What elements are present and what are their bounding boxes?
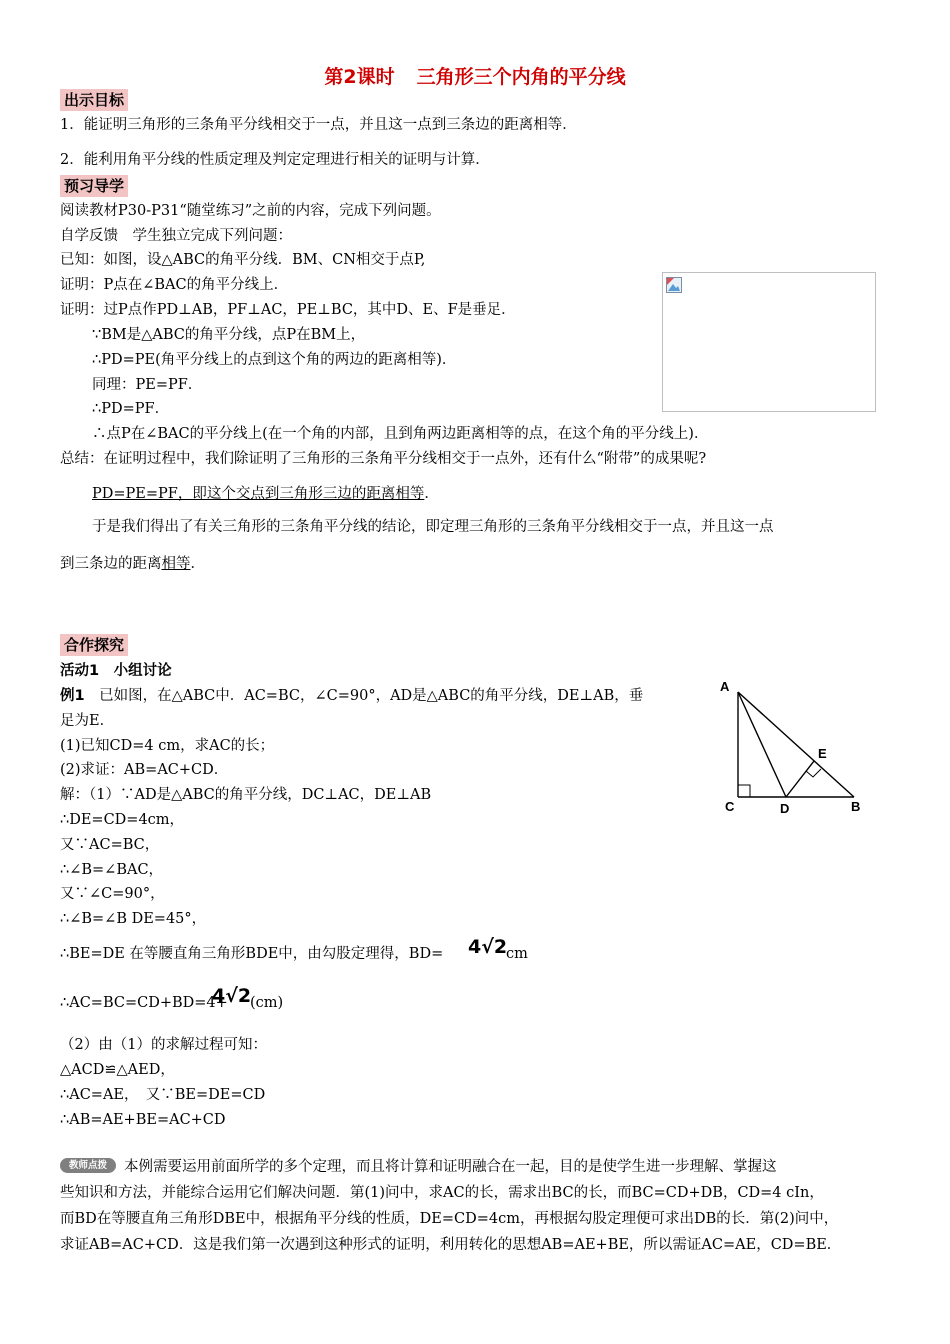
- lesson-topic: 三角形三个内角的平分线: [416, 66, 626, 88]
- example-label: 例1: [60, 688, 85, 704]
- solution-line-2: ∴DE=CD=4cm，: [60, 812, 185, 828]
- section-objectives: 出示目标: [60, 89, 128, 111]
- teacher-tip-line-3: 而BD在等腰直角三角形DBE中，根据角平分线的性质，DE=CD=4cm，再根据勾股定理便可求出DB的长．第(2)问中，: [60, 1211, 839, 1227]
- conclusion-text: 到三条边的距离: [60, 556, 162, 572]
- label-a: A: [720, 679, 730, 694]
- sqrt-expression-1: 4√2: [468, 936, 508, 958]
- conclusion-line-2: [60, 554, 205, 574]
- example-line-1: [60, 686, 643, 706]
- teacher-tip-line-1: 本例需要运用前面所学的多个定理，而且将计算和证明融合在一起，目的是使学生进一步理解、掌握这: [124, 1159, 777, 1175]
- preview-given: 已知：如图，设△ABC的角平分线．BM、CN相交于点P,: [60, 252, 426, 268]
- preview-prove: 证明：P点在∠BAC的角平分线上．: [60, 277, 289, 293]
- sqrt-expression-2: 4√2: [212, 985, 252, 1007]
- summary-answer-text: PD=PE=PF，即这个交点到三角形三边的距离相等: [92, 486, 425, 502]
- solution-line-7: ∴BE=DE 在等腰直角三角形BDE中，由勾股定理得，BD=: [60, 946, 444, 962]
- solution-line-6: ∴∠B=∠B DE=45°，: [60, 911, 207, 927]
- solution-line-7-unit: cm: [506, 946, 528, 962]
- part2-line-3: ∴AC=AE， 又∵BE=DE=CD: [60, 1087, 266, 1103]
- segment-de: [786, 761, 814, 797]
- preview-self: 自学反馈 学生独立完成下列问题：: [60, 228, 292, 244]
- conclusion-answer: 相等: [161, 556, 191, 572]
- proof-line-6: ∴点P在∠BAC的平分线上(在一个角的内部，且到角两边距离相等的点，在这个角的平分线上)．: [92, 426, 709, 442]
- solution-line-3: 又∵AC=BC，: [60, 837, 160, 853]
- conclusion-line-1: 于是我们得出了有关三角形的三条角平分线的结论，即定理三角形的三条角平分线相交于一点，并且这一点: [92, 519, 774, 535]
- example-text: 已如图，在△ABC中．AC=BC，∠C=90°，AD是△ABC的角平分线，DE⊥AB，垂: [84, 688, 644, 704]
- proof-line-2: ∵BM是△ABC的角平分线，点P在BM上，: [92, 327, 366, 343]
- question-1: (1)已知CD=4 cm，求AC的长；: [60, 738, 275, 754]
- broken-image-icon: [666, 277, 682, 293]
- part2-line-4: ∴AB=AE+BE=AC+CD: [60, 1112, 226, 1128]
- proof-line-4: 同理：PE=PF．: [92, 377, 203, 393]
- label-c: C: [725, 799, 735, 814]
- summary-answer-end: ．: [424, 486, 439, 502]
- solution-line-8: ∴AC=BC=CD+BD=4+: [60, 995, 228, 1011]
- teacher-tip-line-4: 求证AB=AC+CD．这是我们第一次遇到这种形式的证明，利用转化的思想AB=AE+BE，所以需证AC=AE，CD=BE．: [60, 1237, 842, 1253]
- question-2: (2)求证：AB=AC+CD．: [60, 762, 229, 778]
- teacher-tip-badge: 教师点拨: [60, 1158, 116, 1173]
- label-b: B: [851, 799, 861, 814]
- triangle-figure: [710, 672, 880, 822]
- section-preview: 预习导学: [60, 175, 128, 197]
- label-e: E: [818, 746, 827, 761]
- solution-line-5: 又∵∠C=90°，: [60, 886, 165, 902]
- proof-line-5: ∴PD=PF．: [92, 401, 170, 417]
- teacher-tip-line-2: 些知识和方法，并能综合运用它们解决问题．第(1)问中，求AC的长，需求出BC的长，而BC=CD+DB，CD=4 cIn，: [60, 1185, 824, 1201]
- label-d: D: [780, 801, 790, 816]
- conclusion-end: ．: [190, 556, 205, 572]
- objective-2: 2．能利用角平分线的性质定理及判定定理进行相关的证明与计算．: [60, 152, 490, 168]
- page-title: [0, 62, 950, 89]
- preview-read: 阅读教材P30-P31“随堂练习”之前的内容，完成下列问题。: [60, 203, 441, 219]
- summary-answer: [92, 484, 439, 504]
- right-angle-c: [738, 785, 750, 797]
- example-line-2: 足为E．: [60, 713, 115, 729]
- section-cooperate: 合作探究: [60, 634, 128, 656]
- solution-line-4: ∴∠B=∠BAC，: [60, 862, 164, 878]
- right-angle-e: [806, 769, 821, 777]
- objective-1: 1．能证明三角形的三条角平分线相交于一点，并且这一点到三条边的距离相等．: [60, 117, 577, 133]
- bisector-ad: [738, 692, 786, 797]
- figure-placeholder: [662, 272, 876, 412]
- solution-line-1: 解：（1）∵AD是△ABC的角平分线，DC⊥AC，DE⊥AB: [60, 787, 432, 803]
- solution-line-8-unit: (cm): [250, 995, 284, 1011]
- proof-line-1: 证明：过P点作PD⊥AB，PF⊥AC，PE⊥BC，其中D、E、F是垂足．: [60, 302, 516, 318]
- side-ab: [738, 692, 854, 797]
- proof-line-3: ∴PD=PE(角平分线上的点到这个角的两边的距离相等)．: [92, 352, 457, 368]
- activity-heading: 活动1 小组讨论: [60, 663, 172, 679]
- part2-line-2: △ACD≌△AED，: [60, 1062, 175, 1078]
- lesson-number: 第2课时: [324, 66, 395, 88]
- summary-question: 总结：在证明过程中，我们除证明了三角形的三条角平分线相交于一点外，还有什么“附带”的成果呢?: [60, 451, 707, 467]
- part2-line-1: （2）由（1）的求解过程可知：: [60, 1037, 267, 1053]
